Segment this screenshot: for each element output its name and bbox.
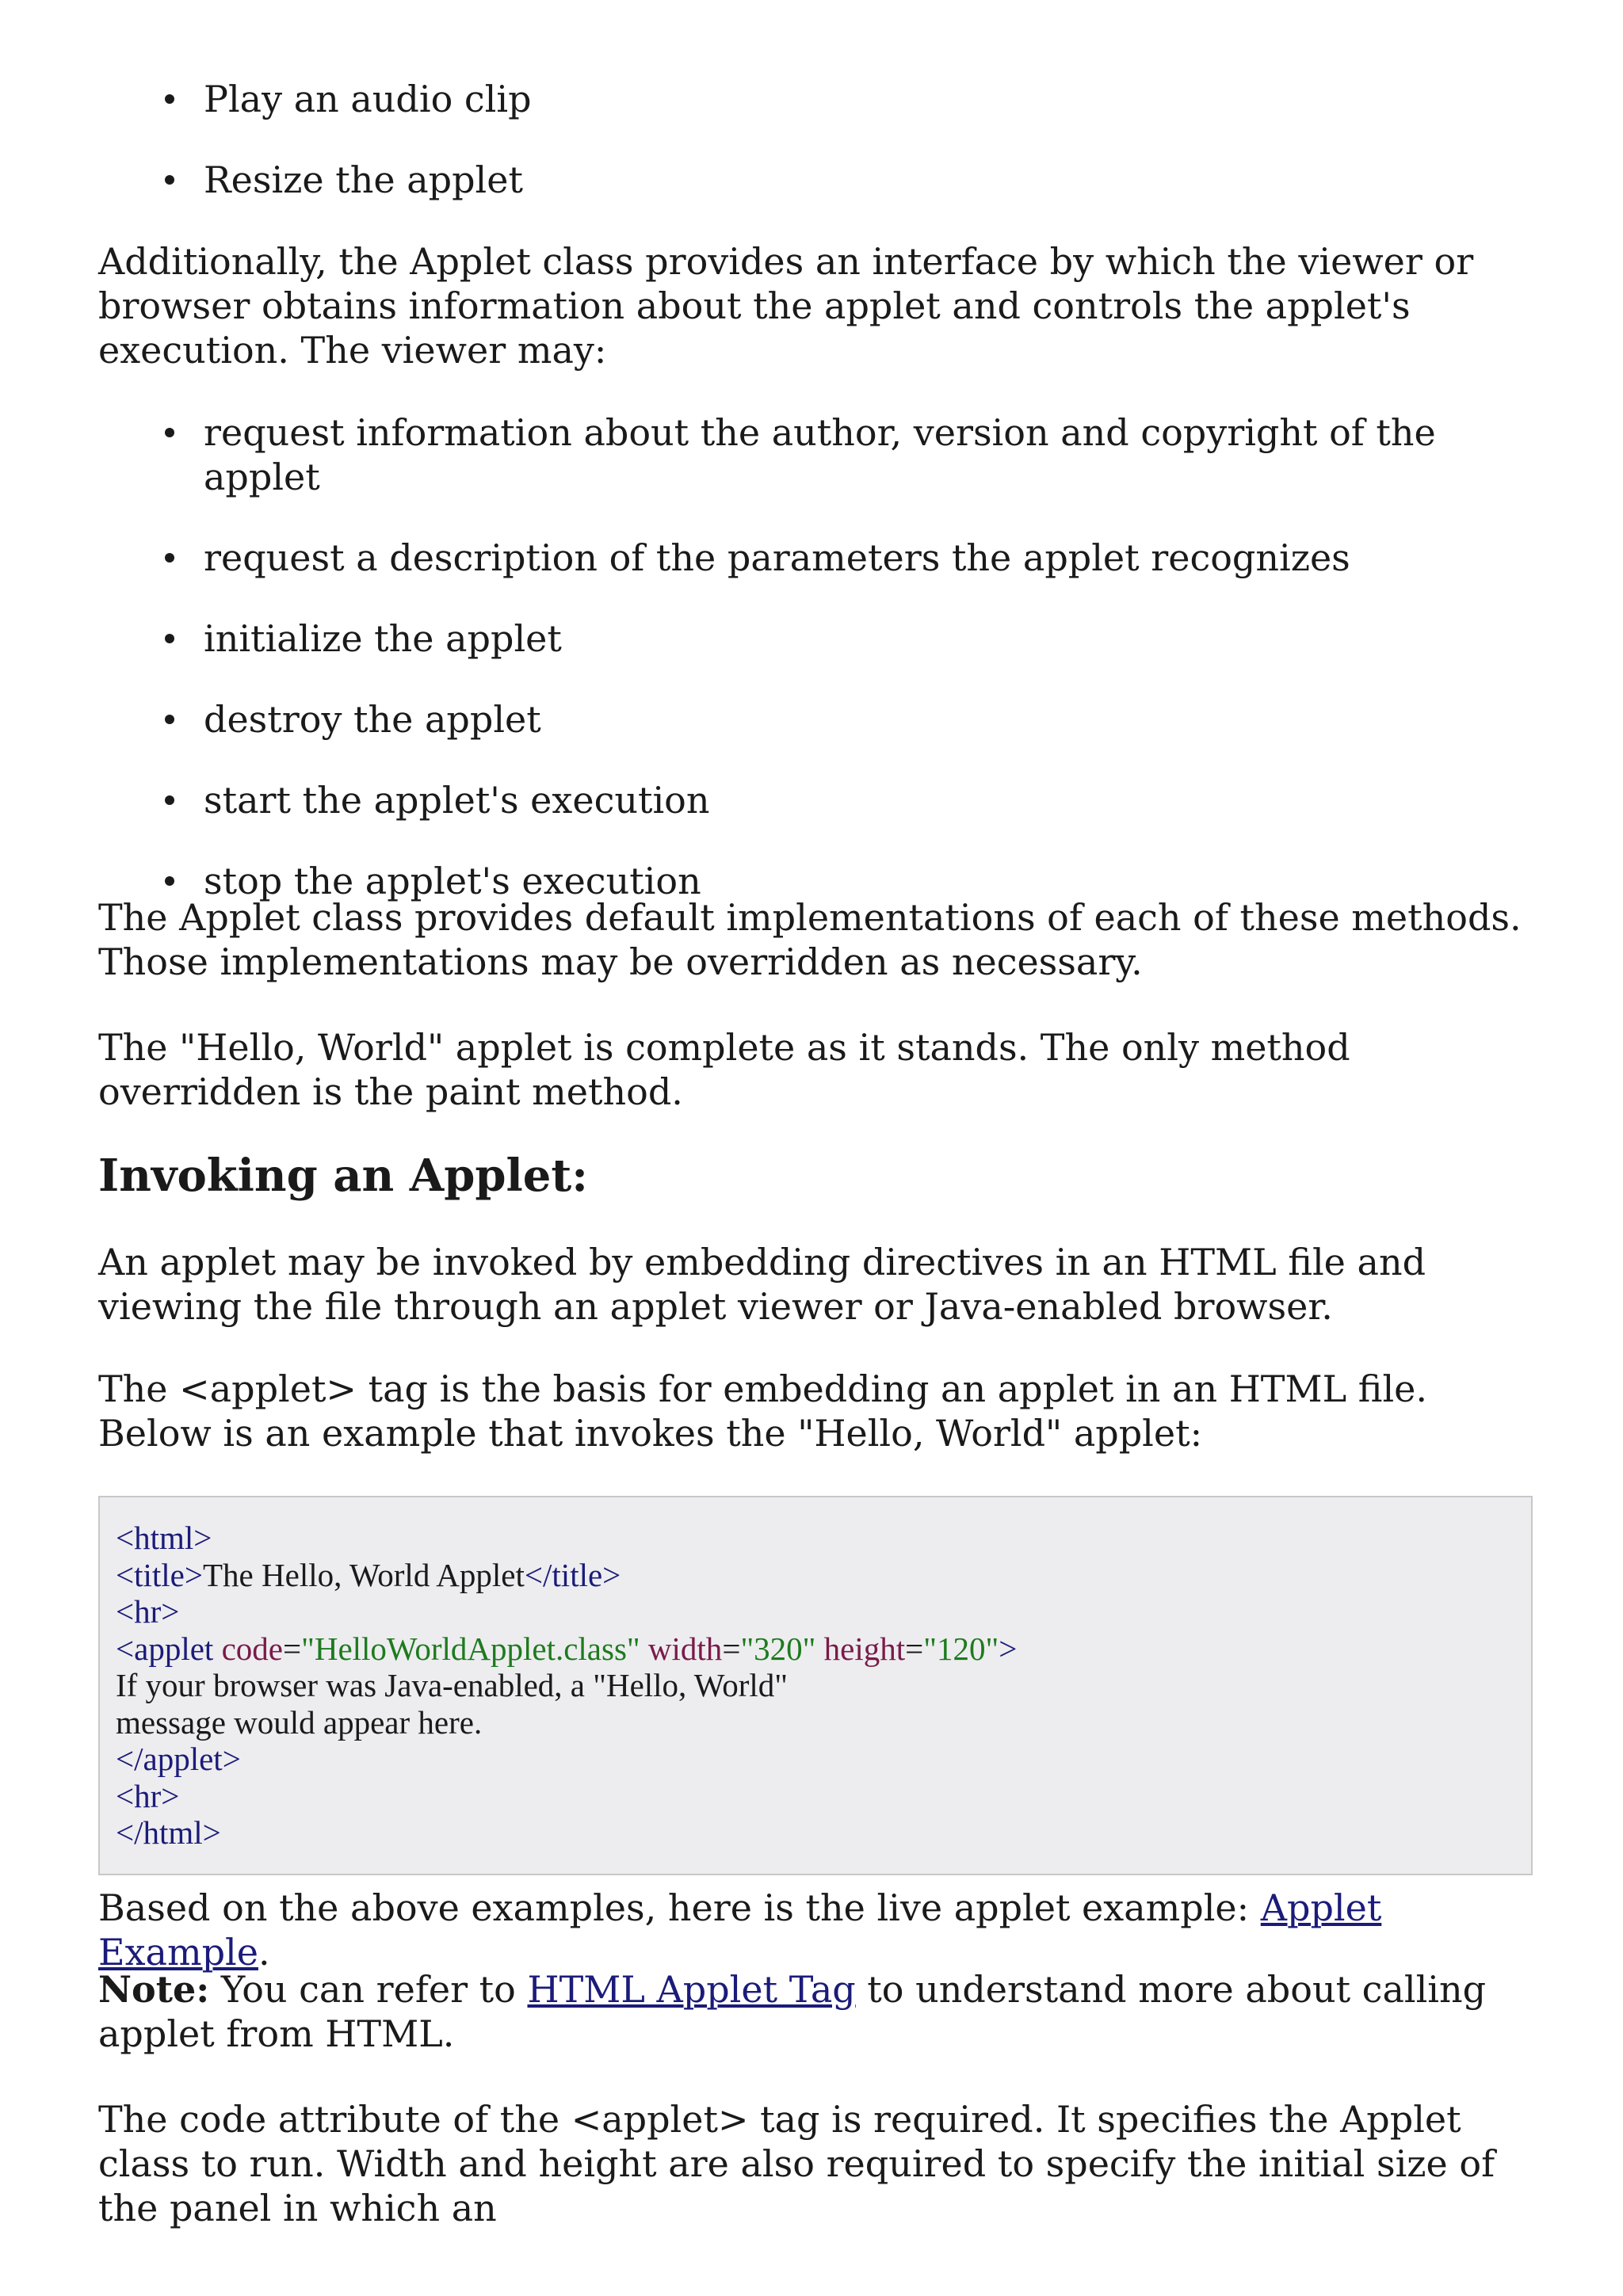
code-line: <hr>: [116, 1777, 180, 1814]
list-item: request information about the author, version and copyright of the applet: [98, 410, 1533, 499]
list-item: Play an audio clip: [98, 77, 1533, 121]
note-label: Note:: [98, 1968, 210, 2011]
bullet-icon: [165, 715, 174, 724]
list-item: start the applet's execution: [98, 778, 1533, 822]
bullet-icon: [165, 94, 174, 104]
list-item: request a description of the parameters the applet recognizes: [98, 536, 1533, 580]
list-item: stop the applet's execution: [98, 859, 1533, 903]
bullet-icon: [165, 795, 174, 805]
list-item: Resize the applet: [98, 158, 1533, 202]
code-line: </applet>: [116, 1741, 241, 1777]
bullet-icon: [165, 634, 174, 643]
bullet-icon: [165, 876, 174, 886]
code-line: <html>: [116, 1520, 212, 1556]
code-line: </html>: [116, 1814, 221, 1851]
bullet-list-viewer: [98, 410, 1533, 903]
code-line: message would appear here.: [116, 1703, 483, 1741]
paragraph-defaults: The Applet class provides default implementations of each of these methods. Those implementations may be overridden as necessary.: [98, 896, 1522, 983]
code-line: <hr>: [116, 1593, 180, 1630]
paragraph-invoke: An applet may be invoked by embedding directives in an HTML file and viewing the file through an applet viewer or Java-enabled browser.: [98, 1241, 1426, 1328]
code-line: <title>The Hello, World Applet</title>: [116, 1556, 621, 1593]
html-applet-tag-link[interactable]: HTML Applet Tag: [527, 1968, 856, 2011]
code-block: [98, 1496, 1533, 1875]
list-item: initialize the applet: [98, 616, 1533, 661]
bullet-icon: [165, 175, 174, 185]
list-item: destroy the applet: [98, 697, 1533, 742]
bullet-icon: [165, 553, 174, 563]
paragraph-applet-tag: The <applet> tag is the basis for embedding an applet in an HTML file. Below is an example that invokes the "Hello, World" applet:: [98, 1367, 1428, 1455]
section-heading: Invoking an Applet:: [98, 1150, 588, 1202]
paragraph-code-attribute: The code attribute of the <applet> tag is required. It specifies the Applet class to run. Width and height are also required to specify the initial size of the panel in which an: [98, 2098, 1495, 2229]
bullet-list-actions: [98, 77, 1533, 202]
bullet-icon: [165, 428, 174, 437]
paragraph-hello-world: The "Hello, World" applet is complete as it stands. The only method overridden is the paint method.: [98, 1026, 1350, 1113]
paragraph-note: Note: You can refer to HTML Applet Tag to understand more about calling applet from HTML.: [98, 1968, 1487, 2055]
applet-example-link[interactable]: Applet Example: [98, 1886, 1382, 1974]
paragraph-live-example: Based on the above examples, here is the live applet example: Applet Example.: [98, 1886, 1382, 1974]
paragraph-additionally: Additionally, the Applet class provides an interface by which the viewer or browser obtains information about the applet and controls the applet's execution. The viewer may:: [98, 240, 1474, 372]
code-line: <applet code="HelloWorldApplet.class" width="320" height="120">: [116, 1630, 1018, 1667]
code-line: If your browser was Java-enabled, a "Hello, World": [116, 1667, 789, 1703]
